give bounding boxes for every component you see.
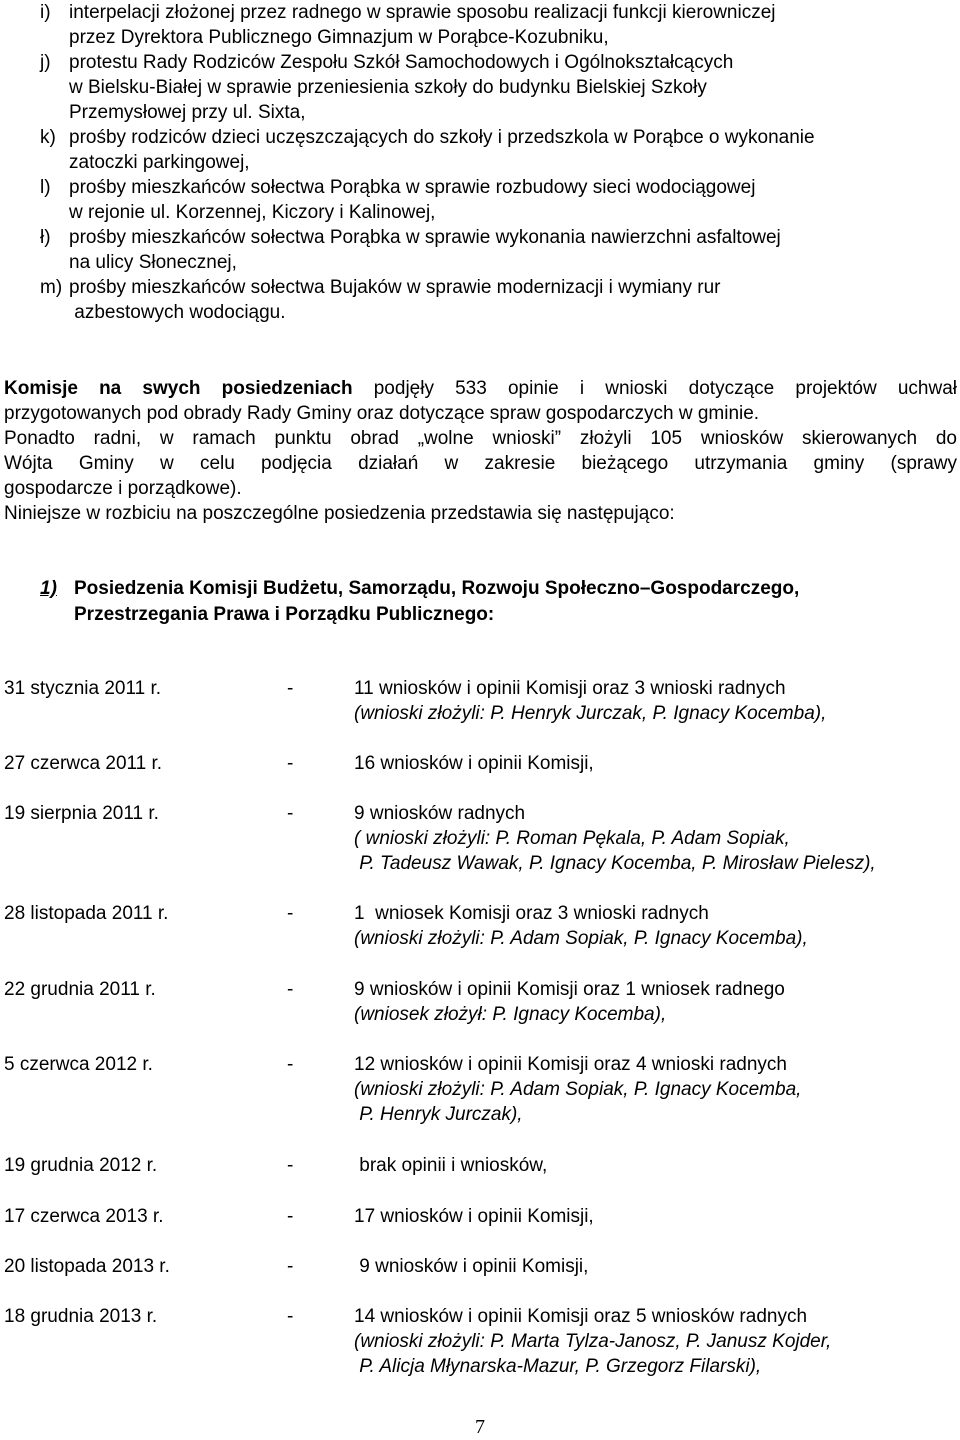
session-description: 12 wniosków i opinii Komisji oraz 4 wnioski radnych bbox=[354, 1054, 787, 1075]
list-item-line: prośby rodziców dzieci uczęszczających do szkoły i przedszkola w Porąbce o wykonanie bbox=[69, 127, 815, 148]
session-note: P. Henryk Jurczak), bbox=[354, 1104, 523, 1125]
summary-line: Wójta Gminy w celu podjęcia działań w zakresie bieżącego utrzymania gminy (sprawy bbox=[4, 453, 957, 474]
summary-line: Ponadto radni, w ramach punktu obrad „wolne wnioski” złożyli 105 wniosków skierowanych do bbox=[4, 428, 957, 449]
list-item-line: w rejonie ul. Korzennej, Kiczory i Kalinowej, bbox=[69, 202, 436, 223]
session-note: P. Tadeusz Wawak, P. Ignacy Kocemba, P. Mirosław Pielesz), bbox=[354, 853, 876, 874]
session-date: 19 sierpnia 2011 r. bbox=[4, 803, 159, 824]
list-item-line: interpelacji złożonej przez radnego w sprawie sposobu realizacji funkcji kierowniczej bbox=[69, 2, 776, 23]
summary-line: przygotowanych pod obrady Rady Gminy oraz dotyczące spraw gospodarczych w gminie. bbox=[4, 403, 760, 424]
session-note: ( wnioski złożyli: P. Roman Pękala, P. Adam Sopiak, bbox=[354, 828, 790, 849]
list-item-label: m) bbox=[40, 277, 63, 298]
session-note: (wnioski złożyli: P. Marta Tylza-Janosz, P. Janusz Kojder, bbox=[354, 1331, 832, 1352]
session-description: brak opinii i wniosków, bbox=[354, 1155, 548, 1176]
session-date: 20 listopada 2013 r. bbox=[4, 1256, 170, 1277]
section-number: 1) bbox=[40, 578, 57, 599]
session-description: 1 wniosek Komisji oraz 3 wnioski radnych bbox=[354, 903, 709, 924]
list-item-line: protestu Rady Rodziców Zespołu Szkół Samochodowych i Ogólnokształcących bbox=[69, 52, 734, 73]
list-item-label: ł) bbox=[40, 227, 51, 248]
session-note: (wnioski złożyli: P. Adam Sopiak, P. Ignacy Kocemba), bbox=[354, 928, 808, 949]
session-date: 5 czerwca 2012 r. bbox=[4, 1054, 153, 1075]
session-date: 19 grudnia 2012 r. bbox=[4, 1155, 158, 1176]
session-note: P. Alicja Młynarska-Mazur, P. Grzegorz Filarski), bbox=[354, 1356, 762, 1377]
session-dash: - bbox=[287, 803, 294, 824]
list-item bbox=[40, 0, 955, 50]
session-date: 28 listopada 2011 r. bbox=[4, 903, 169, 924]
matters-list bbox=[40, 0, 955, 325]
session-dash: - bbox=[287, 1206, 294, 1227]
list-item bbox=[40, 125, 955, 175]
session-description: 17 wniosków i opinii Komisji, bbox=[354, 1206, 594, 1227]
session-description: 9 wniosków radnych bbox=[354, 803, 526, 824]
session-description: 9 wniosków i opinii Komisji oraz 1 wniosek radnego bbox=[354, 979, 785, 1000]
session-dash: - bbox=[287, 903, 294, 924]
list-item-line: w Bielsku-Białej w sprawie przeniesienia szkoły do budynku Bielskiej Szkoły bbox=[69, 77, 707, 98]
page-number: 7 bbox=[475, 1416, 485, 1438]
list-item-line: Przemysłowej przy ul. Sixta, bbox=[69, 102, 306, 123]
list-item bbox=[40, 175, 955, 225]
section-title-line: Posiedzenia Komisji Budżetu, Samorządu, Rozwoju Społeczno–Gospodarczego, bbox=[74, 578, 800, 599]
list-item-line: zatoczki parkingowej, bbox=[69, 152, 250, 173]
session-dash: - bbox=[287, 1155, 294, 1176]
list-item-line: na ulicy Słonecznej, bbox=[69, 252, 237, 273]
list-item-line: prośby mieszkańców sołectwa Porąbka w sprawie wykonania nawierzchni asfaltowej bbox=[69, 227, 781, 248]
session-description: 14 wniosków i opinii Komisji oraz 5 wniosków radnych bbox=[354, 1306, 808, 1327]
section-title-line: Przestrzegania Prawa i Porządku Publicznego: bbox=[74, 604, 495, 625]
list-item-line: przez Dyrektora Publicznego Gimnazjum w Porąbce-Kozubniku, bbox=[69, 27, 609, 48]
session-description: 16 wniosków i opinii Komisji, bbox=[354, 753, 594, 774]
session-note: (wnioski złożyli: P. Henryk Jurczak, P. Ignacy Kocemba), bbox=[354, 703, 827, 724]
summary-paragraph bbox=[4, 376, 957, 526]
summary-line: gospodarcze i porządkowe). bbox=[4, 478, 242, 499]
session-dash: - bbox=[287, 678, 294, 699]
list-item-label: i) bbox=[40, 2, 51, 23]
session-date: 31 stycznia 2011 r. bbox=[4, 678, 162, 699]
list-item bbox=[40, 50, 955, 125]
session-dash: - bbox=[287, 1054, 294, 1075]
list-item-line: azbestowych wodociągu. bbox=[69, 302, 286, 323]
session-description: 11 wniosków i opinii Komisji oraz 3 wnioski radnych bbox=[354, 678, 786, 699]
summary-line: Niniejsze w rozbiciu na poszczególne posiedzenia przedstawia się następująco: bbox=[4, 503, 675, 524]
session-dash: - bbox=[287, 979, 294, 1000]
session-dash: - bbox=[287, 1306, 294, 1327]
session-note: (wnioski złożyli: P. Adam Sopiak, P. Ignacy Kocemba, bbox=[354, 1079, 802, 1100]
session-date: 18 grudnia 2013 r. bbox=[4, 1306, 158, 1327]
list-item-label: j) bbox=[40, 52, 51, 73]
session-date: 22 grudnia 2011 r. bbox=[4, 979, 156, 1000]
session-dash: - bbox=[287, 1256, 294, 1277]
list-item bbox=[40, 225, 955, 275]
session-note: (wniosek złożył: P. Ignacy Kocemba), bbox=[354, 1004, 667, 1025]
summary-lead: Komisje na swych posiedzeniach bbox=[4, 378, 353, 399]
list-item-line: prośby mieszkańców sołectwa Porąbka w sprawie rozbudowy sieci wodociągowej bbox=[69, 177, 756, 198]
summary-line: Komisje na swych posiedzeniach podjęły 533 opinie i wnioski dotyczące projektów uchwał bbox=[4, 378, 957, 399]
session-date: 27 czerwca 2011 r. bbox=[4, 753, 163, 774]
list-item bbox=[40, 275, 955, 325]
session-description: 9 wniosków i opinii Komisji, bbox=[354, 1256, 589, 1277]
list-item-label: k) bbox=[40, 127, 56, 148]
section-heading bbox=[40, 576, 940, 628]
list-item-label: l) bbox=[40, 177, 51, 198]
list-item-line: prośby mieszkańców sołectwa Bujaków w sprawie modernizacji i wymiany rur bbox=[69, 277, 721, 298]
session-dash: - bbox=[287, 753, 294, 774]
session-date: 17 czerwca 2013 r. bbox=[4, 1206, 164, 1227]
